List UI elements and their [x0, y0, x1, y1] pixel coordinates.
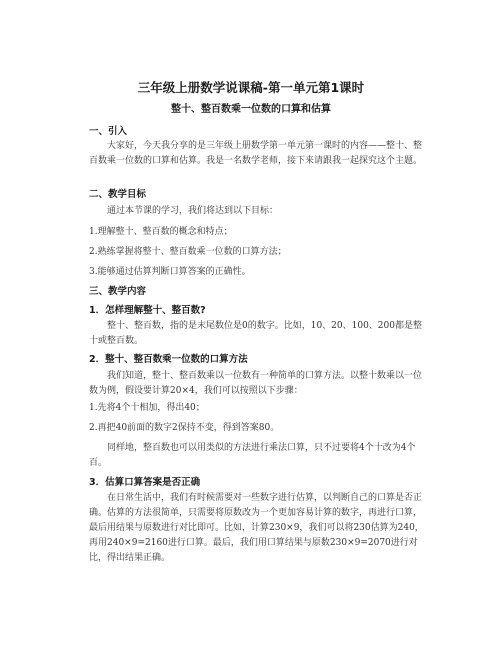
section-heading-intro: 一、引入 — [89, 126, 128, 137]
subsection-1-paragraph: 整十、整百数，指的是末尾数位是0的数字。比如，10、20、100、200都是整十或整百数。 — [89, 321, 422, 346]
goals-item-2: 2.熟练掌握将整十、整百数乘一位数的口算方法； — [89, 247, 287, 257]
subsection-2-paragraph-2: 同样地，整百数也可以用类似的方法进行乘法口算，只不过要将4个十改为4个百。 — [89, 443, 416, 468]
intro-paragraph: 大家好，今天我分享的是三年级上册数学第一单元第一课时的内容——整十、整百数乘一位数的口算和估算。我是一名数学老师，接下来请跟我一起探究这个主题。 — [89, 141, 423, 166]
subsection-2-paragraph: 我们知道，整十、整百数乘以一位数有一种简单的口算方法。以整十数乘以一位数为例，假设要计算20×4，我们可以按照以下步骤： — [89, 371, 423, 396]
subsection-2-step-1: 1.先将4个十相加，得出40； — [89, 403, 205, 413]
section-heading-goals: 二、教学目标 — [89, 189, 147, 200]
subsection-3-paragraph: 在日常生活中，我们有时候需要对一些数字进行估算，以判断自己的口算是否正确。估算的方法很简单，只需要将原数改为一个更加容易计算的数字，再进行口算，最后用结果与原数进行对比即可。比如，计算230×9，我们可以将230估算为240，再用240×9=2160进行口算。最后，我们用口算结果与原数230×9=2070进行对比，得出结果正确。 — [89, 493, 424, 563]
subsection-heading-1: 1．怎样理解整十、整百数? — [89, 305, 206, 316]
goals-lead: 通过本节课的学习，我们将达到以下目标： — [107, 206, 279, 216]
subsection-2-step-2: 2.再把40前面的数字2保持不变，得到答案80。 — [89, 423, 280, 433]
section-heading-content: 三、教学内容 — [89, 286, 147, 297]
goals-item-1: 1.理解整十、整百数的概念和特点； — [89, 227, 233, 237]
subsection-heading-2: 2．整十、整百数乘一位数的口算方法 — [89, 354, 248, 365]
page-title: 三年级上册数学说课稿-第一单元第1课时 — [137, 80, 365, 95]
subsection-heading-3: 3．估算口算答案是否正确 — [89, 477, 201, 488]
goals-item-3: 3.能够通过估算判断口算答案的正确性。 — [89, 267, 251, 277]
page-subtitle: 整十、整百数乘一位数的口算和估算 — [171, 104, 331, 115]
